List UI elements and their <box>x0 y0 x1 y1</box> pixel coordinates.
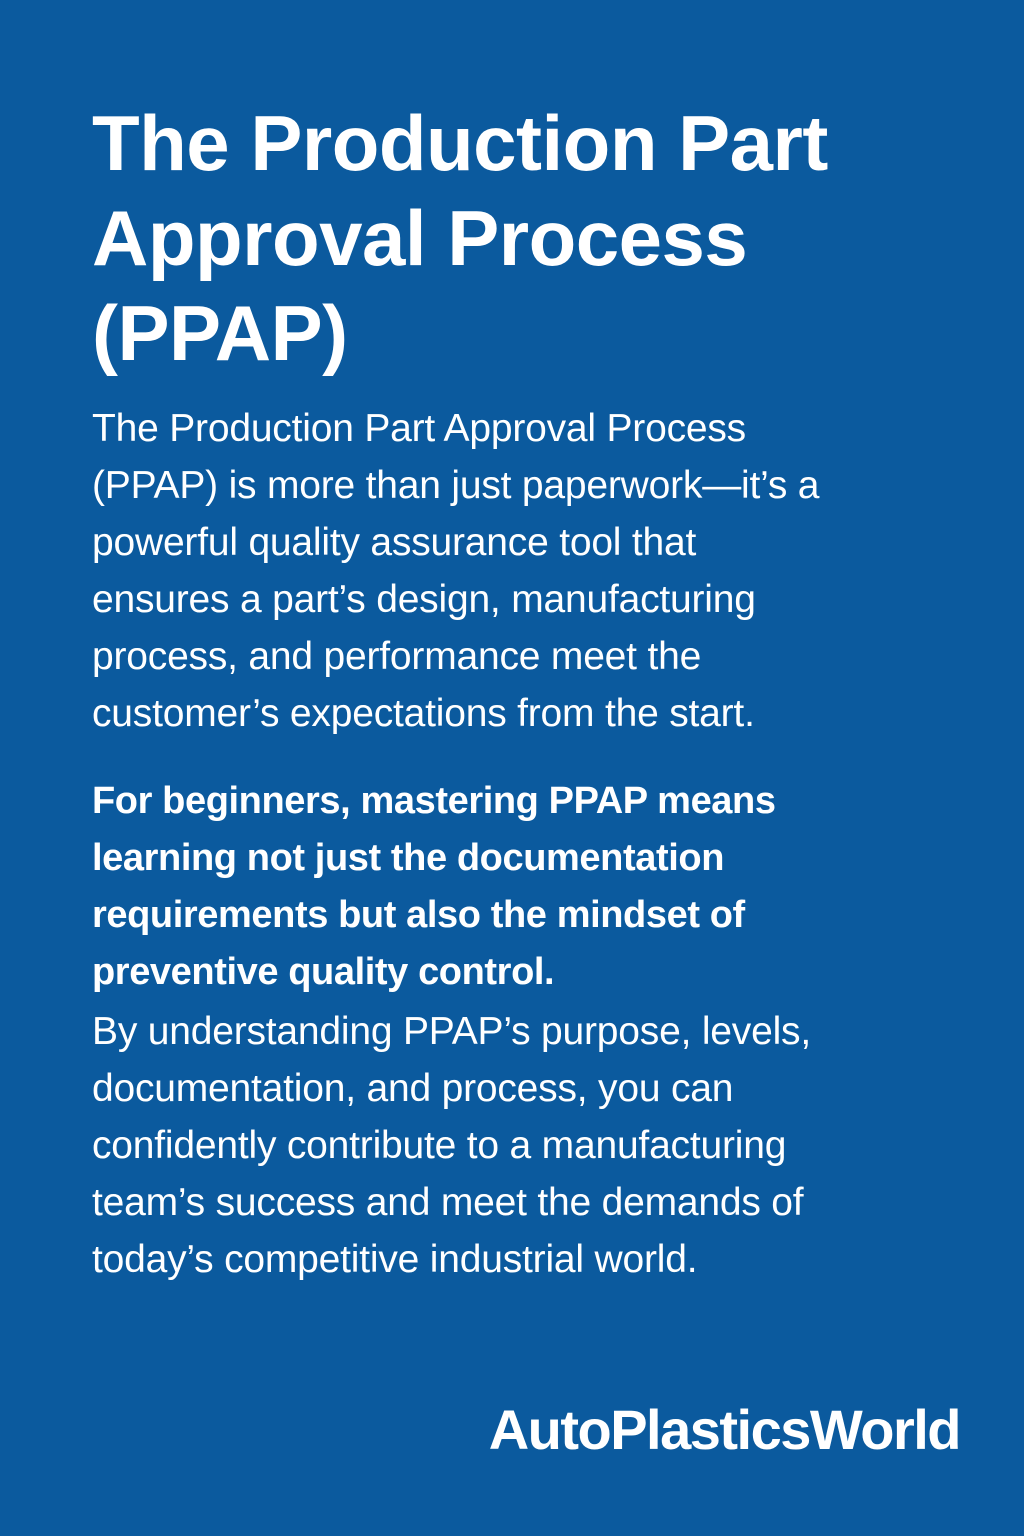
title-line: The Production Part <box>92 99 828 187</box>
paragraph-line: ensures a part’s design, manufacturing <box>92 578 756 621</box>
paragraph-line: customer’s expectations from the start. <box>92 692 755 735</box>
conclusion-paragraph <box>92 1003 972 1288</box>
paragraph-line: team’s success and meet the demands of <box>92 1181 804 1224</box>
brand-logo: AutoPlasticsWorld <box>488 1398 960 1461</box>
paragraph-line: The Production Part Approval Process <box>92 407 746 450</box>
paragraph-line: (PPAP) is more than just paperwork—it’s a <box>92 464 820 507</box>
paragraph-line: confidently contribute to a manufacturing <box>92 1124 787 1167</box>
title-line: (PPAP) <box>92 289 348 377</box>
beginners-paragraph <box>92 773 972 1001</box>
paragraph-line: learning not just the documentation <box>92 837 725 879</box>
paragraph-line: preventive quality control. <box>92 951 555 993</box>
paragraph-line: documentation, and process, you can <box>92 1067 734 1110</box>
paragraph-line: For beginners, mastering PPAP means <box>92 780 776 822</box>
paragraph-line: process, and performance meet the <box>92 635 702 678</box>
title-line: Approval Process <box>92 194 748 282</box>
paragraph-line: By understanding PPAP’s purpose, levels, <box>92 1010 811 1053</box>
paragraph-line: requirements but also the mindset of <box>92 894 745 936</box>
paragraph-line: today’s competitive industrial world. <box>92 1238 698 1281</box>
paragraph-line: powerful quality assurance tool that <box>92 521 697 564</box>
page-title <box>92 96 952 381</box>
intro-paragraph <box>92 400 972 742</box>
